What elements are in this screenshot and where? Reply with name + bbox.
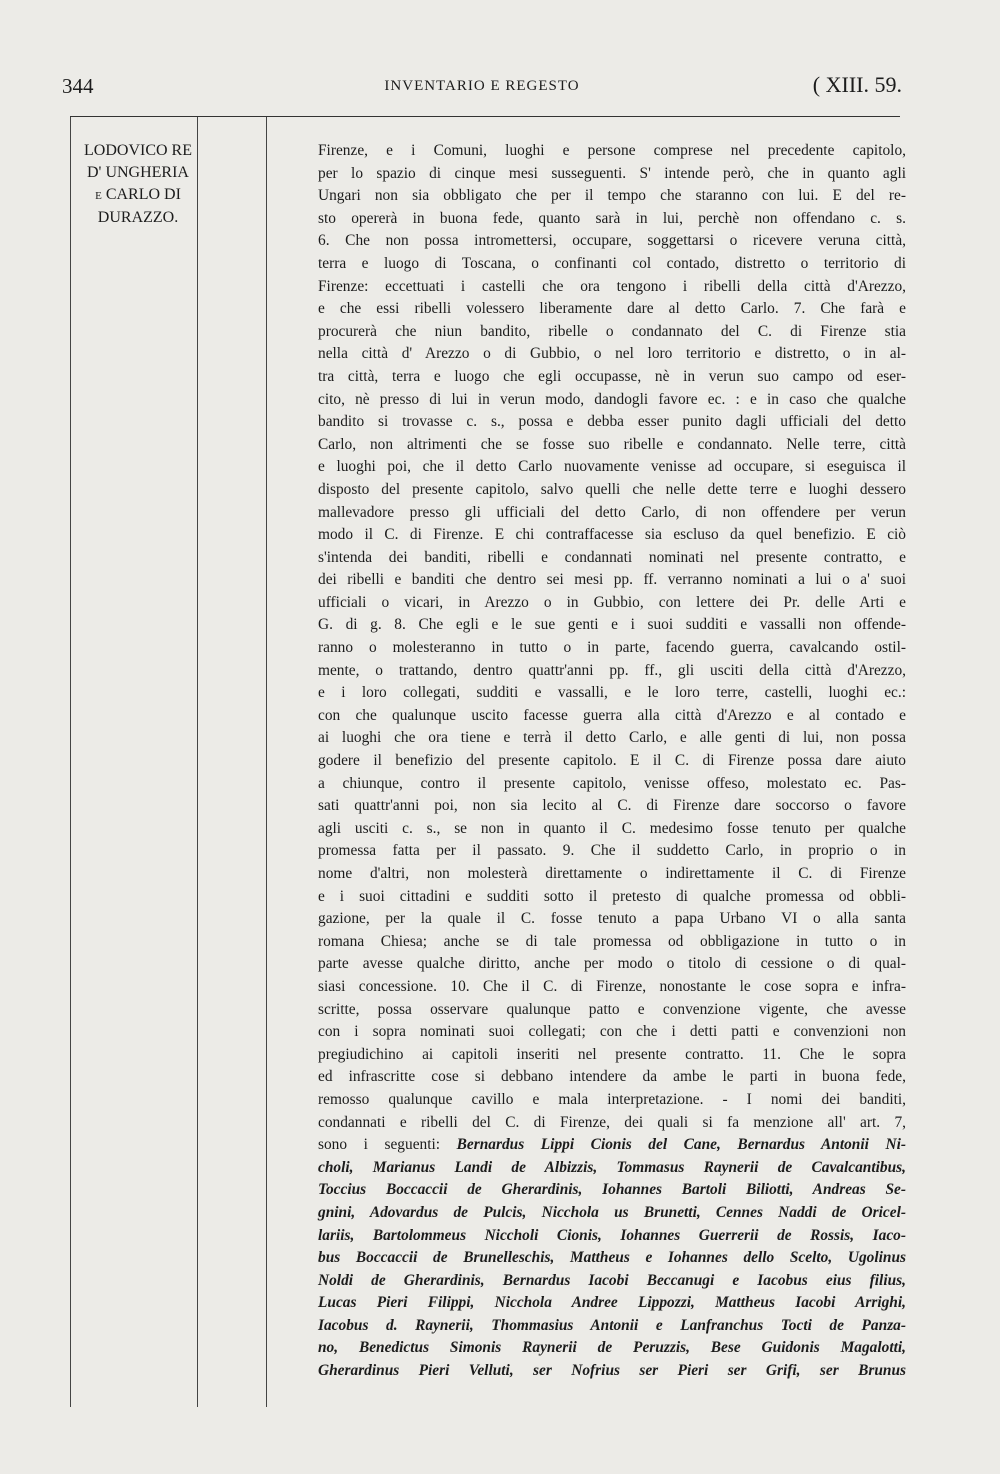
text-line: e i suoi cittadini e sudditi sotto il pretesto di qualche promessa od obbli- (318, 887, 906, 905)
margin-rule-right (266, 117, 267, 1407)
names-line: Iacobus d. Raynerii, Thommasius Antonii e Lanfranchus Tocti de Panza- (318, 1316, 906, 1334)
text-line: Firenze: eccettuati i castelli che ora tengono i ribelli della città d'Arezzo, (318, 277, 906, 295)
names-line: choli, Marianus Landi de Albizzis, Tommasus Raynerii de Cavalcantibus, (318, 1158, 906, 1176)
names-line: Gherardinus Pieri Velluti, ser Nofrius ser Pieri ser Grifi, ser Brunus (318, 1362, 906, 1380)
body-text (318, 140, 906, 1383)
text-line: procurerà che niun bandito, ribelle o condannato del C. di Firenze stia (318, 322, 906, 340)
section-reference: ( XIII. 59. (812, 72, 902, 97)
text-line (318, 1134, 906, 1157)
text-line: a chiunque, contro il presente capitolo, venisse offeso, molestato ec. Pas- (318, 774, 906, 792)
names-line: no, Benedictus Simonis Raynerii de Peruzzis, Bese Guidonis Magalotti, (318, 1339, 906, 1357)
text-line: tra città, terra e luogo che egli occupasse, nè in verun suo campo od eser- (318, 367, 906, 385)
names-line: Toccius Boccaccii de Gherardinis, Iohannes Bartoli Biliotti, Andreas Se- (318, 1181, 906, 1199)
text-line: terra e luogo di Toscana, o confinanti col contado, distretto o territorio di (318, 254, 906, 272)
text-line: cito, nè presso di lui in verun modo, dandogli favore ec. : e in caso che qualche (318, 390, 906, 408)
text-line: godere il benefizio del presente capitolo. E il C. di Firenze possa dare aiuto (318, 752, 906, 770)
header-rule (70, 116, 900, 117)
text-line: con che qualunque uscito facesse guerra alla città d'Arezzo e al contado e (318, 706, 906, 724)
side-title-line (72, 184, 204, 207)
text-line: nella città d' Arezzo o di Gubbio, o nel loro territorio e distretto, o in al- (318, 345, 906, 363)
text-line: Firenze, e i Comuni, luoghi e persone comprese nel precedente capitolo, (318, 142, 906, 159)
text-line: condannati e ribelli del C. di Firenze, dei quali si fa menzione all' art. 7, (318, 1113, 906, 1131)
text-line: e i loro collegati, sudditi e vassalli, e le loro terre, castelli, luoghi ec.: (318, 684, 906, 702)
running-title: INVENTARIO E REGESTO (384, 78, 580, 94)
text-line: agli usciti c. s., se non in quanto il C. medesimo fosse tenuto per qualche (318, 819, 906, 837)
names-intro: sono i seguenti: (318, 1136, 441, 1154)
names-intro-tail: Bernardus Lippi Cionis del Cane, Bernardus Antonii Ni- (456, 1136, 906, 1154)
text-line: romana Chiesa; anche se di tale promessa od obbligazione in tutto o in (318, 932, 906, 950)
text-line: 6. Che non possa intromettersi, occupare, soggettarsi o ricevere veruna città, (318, 232, 906, 250)
names-line: lariis, Bartolommeus Niccholi Cionis, Iohannes Guerrerii de Rossis, Iaco- (318, 1226, 906, 1244)
text-line: nome d'altri, non molesterà direttamente o indirettamente il C. di Firenze (318, 865, 906, 882)
text-line: parte avesse qualche diritto, anche per modo o titolo di cessione o di qual- (318, 955, 906, 973)
text-line: siasi concessione. 10. Che il C. di Firenze, nonostante le cose sopra e infra- (318, 977, 906, 995)
text-line: remosso qualunque cavillo e mala interpretazione. - I nomi dei banditi, (318, 1090, 906, 1108)
text-line: G. di g. 8. Che egli e le sue genti e i suoi sudditi e vassalli non offende- (318, 616, 906, 634)
side-title-line: DURAZZO. (97, 209, 179, 226)
text-line: mallevadore presso gli ufficiali del detto Carlo, di non offendere per verun (318, 503, 906, 521)
text-line: ranno o molesteranno in tutto o in parte, facendo guerra, cavalcando ostil- (318, 639, 906, 657)
side-title-line: D' UNGHERIA (87, 164, 189, 181)
side-title-line-text: CARLO DI (105, 186, 181, 203)
text-line: bandito si trovasse c. s., possa e debba esser punito dagli ufficiali del detto (318, 413, 906, 431)
side-title-line: LODOVICO RE (84, 142, 192, 159)
text-line: scritte, possa osservare qualunque patto e convenzione vigente, che avesse (318, 1000, 906, 1018)
names-line: Lucas Pieri Filippi, Nicchola Andree Lippozzi, Mattheus Iacobi Arrighi, (318, 1294, 906, 1312)
text-line: con i sopra nominati suoi collegati; con che i detti patti e convenzioni non (318, 1023, 906, 1041)
side-title (72, 140, 204, 229)
side-title-conjunction: E (95, 190, 102, 202)
text-line: pregiudichino ai capitoli inseriti nel presente contratto. 11. Che le sopra (318, 1045, 906, 1063)
text-line: ed infrascritte cose si debbano intendere da ambe le parti in buona fede, (318, 1068, 906, 1086)
names-line: Noldi de Gherardinis, Bernardus Iacobi Beccanugi e Iacobus eius filius, (318, 1271, 906, 1289)
text-line: e che essi ribelli volessero liberamente dare al detto Carlo. 7. Che farà e (318, 300, 906, 318)
text-line: sto opererà in buona fede, quanto sarà in lui, perchè non offendano c. s. (318, 209, 906, 227)
text-line: modo il C. di Firenze. E chi contraffacesse sia escluso da quel benefizio. E ciò (318, 526, 906, 544)
text-line: Ungari non sia obbligato che per il tempo che staranno con lui. E del re- (318, 187, 906, 205)
text-line: sati quattr'anni poi, non sia lecito al C. di Firenze dare soccorso o favore (318, 797, 906, 815)
text-line: gazione, per la quale il C. fosse tenuto a papa Urbano VI o alla santa (318, 910, 906, 928)
text-line: ai luoghi che ora tiene e terrà il detto Carlo, e alle genti di lui, non possa (318, 729, 906, 747)
page-header (62, 70, 902, 104)
text-line: disposto del presente capitolo, salvo quelli che nelle dette terre e luoghi dessero (318, 480, 906, 498)
text-line: per lo spazio di cinque mesi susseguenti. S' intende però, che in quanto agli (318, 164, 906, 182)
margin-rule-middle (197, 117, 198, 1407)
margin-rule-left (70, 117, 71, 1407)
text-line: e luoghi poi, che il detto Carlo nuovamente venisse ad occupare, si eseguisca il (318, 458, 906, 476)
text-line: ufficiali o vicari, in Arezzo o in Gubbio, con lettere dei Pr. delle Arti e (318, 593, 906, 611)
text-line: dei ribelli e banditi che dentro sei mesi pp. ff. verranno nominati a lui o a' suoi (318, 571, 906, 589)
text-line: s'intenda dei banditi, ribelli e condannati nominati nel presente contratto, e (318, 548, 906, 566)
names-line: gnini, Adovardus de Pulcis, Nicchola us Brunetti, Cennes Naddi de Oricel- (318, 1203, 906, 1221)
text-line: promessa fatta per il passato. 9. Che il suddetto Carlo, in proprio o in (318, 842, 906, 860)
page-number: 344 (62, 74, 94, 98)
text-line: mente, o trattando, dentro quattr'anni pp. ff., gli usciti della città d'Arezzo, (318, 661, 906, 679)
text-line: Carlo, non altrimenti che se fosse suo ribelle e condannato. Nelle terre, città (318, 435, 906, 453)
names-line: bus Boccaccii de Brunelleschis, Mattheus e Iohannes dello Scelto, Ugolinus (318, 1249, 906, 1267)
